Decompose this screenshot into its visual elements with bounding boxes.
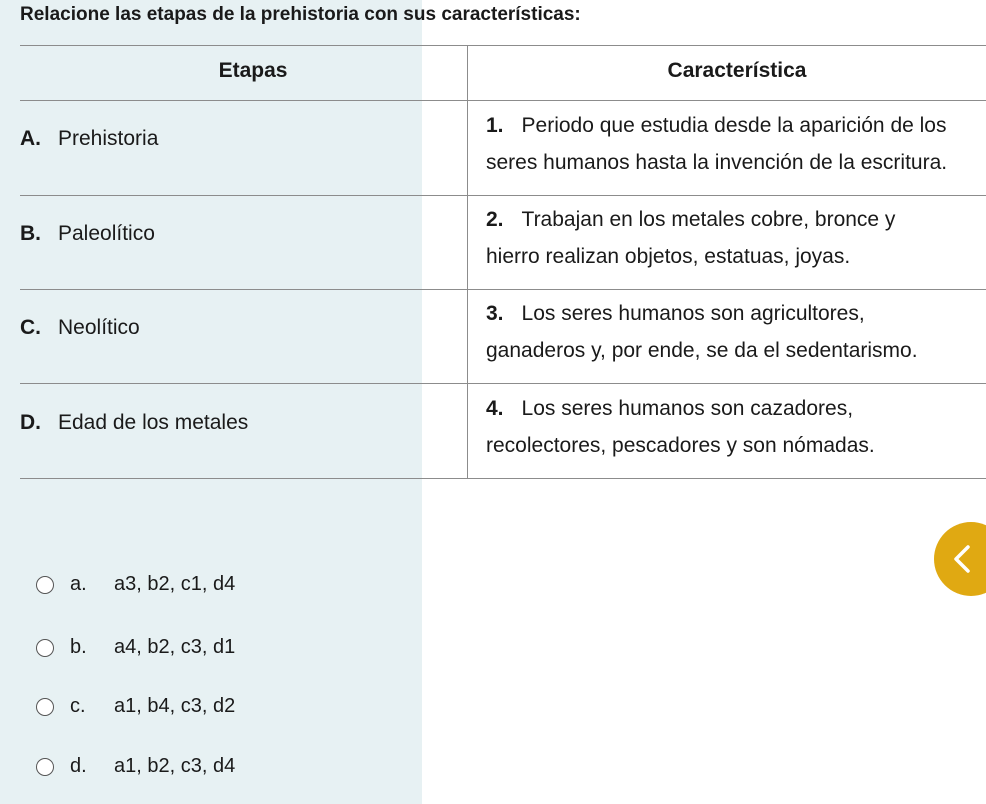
radio-button[interactable] xyxy=(36,758,54,776)
radio-button[interactable] xyxy=(36,639,54,657)
stage-row-b xyxy=(20,222,155,246)
characteristic-line: Los seres humanos son agricultores, xyxy=(521,302,865,325)
characteristic-2 xyxy=(486,201,986,275)
stage-name: Prehistoria xyxy=(58,127,159,150)
header-caracteristica: Característica xyxy=(667,59,807,82)
answer-option-b[interactable] xyxy=(36,636,235,659)
stage-letter: A. xyxy=(20,127,41,150)
characteristic-line: recolectores, pescadores y son nómadas. xyxy=(486,434,875,457)
table-column-divider xyxy=(467,45,468,479)
option-letter: c. xyxy=(70,695,86,717)
characteristic-line: Periodo que estudia desde la aparición de los xyxy=(521,114,947,137)
option-text: a1, b4, c3, d2 xyxy=(114,695,236,717)
radio-button[interactable] xyxy=(36,698,54,716)
answer-option-c[interactable] xyxy=(36,695,235,718)
question-text: Relacione las etapas de la prehistoria con sus características: xyxy=(20,4,581,25)
characteristic-number: 4. xyxy=(486,397,504,420)
table-border-top xyxy=(20,45,986,46)
answer-option-a[interactable] xyxy=(36,573,235,596)
characteristic-3 xyxy=(486,295,986,369)
table-header-divider xyxy=(20,100,986,101)
table-border-bottom xyxy=(20,478,986,479)
characteristic-number: 2. xyxy=(486,208,504,231)
option-text: a4, b2, c3, d1 xyxy=(114,636,236,658)
stage-row-c xyxy=(20,316,140,340)
option-letter: a. xyxy=(70,573,87,595)
table-row-divider xyxy=(20,289,986,290)
characteristic-4 xyxy=(486,390,986,464)
table-row-divider xyxy=(20,383,986,384)
radio-button[interactable] xyxy=(36,576,54,594)
stage-letter: D. xyxy=(20,411,41,434)
characteristic-line: ganaderos y, por ende, se da el sedentarismo. xyxy=(486,339,918,362)
header-etapas: Etapas xyxy=(218,59,288,82)
stage-letter: B. xyxy=(20,222,41,245)
stage-name: Neolítico xyxy=(58,316,140,339)
option-text: a3, b2, c1, d4 xyxy=(114,573,236,595)
table-row-divider xyxy=(20,195,986,196)
matching-table xyxy=(20,45,986,479)
characteristic-line: hierro realizan objetos, estatuas, joyas. xyxy=(486,245,851,268)
chevron-left-icon xyxy=(950,545,974,573)
characteristic-line: Trabajan en los metales cobre, bronce y xyxy=(521,208,896,231)
option-letter: b. xyxy=(70,636,87,658)
stage-name: Paleolítico xyxy=(58,222,155,245)
characteristic-line: Los seres humanos son cazadores, xyxy=(521,397,854,420)
characteristic-number: 1. xyxy=(486,114,504,137)
characteristic-line: seres humanos hasta la invención de la escritura. xyxy=(486,151,948,174)
stage-letter: C. xyxy=(20,316,41,339)
option-letter: d. xyxy=(70,755,87,777)
characteristic-1 xyxy=(486,107,986,181)
stage-row-a xyxy=(20,127,158,151)
stage-name: Edad de los metales xyxy=(58,411,249,434)
back-button[interactable] xyxy=(934,522,986,596)
characteristic-number: 3. xyxy=(486,302,504,325)
option-text: a1, b2, c3, d4 xyxy=(114,755,236,777)
answer-option-d[interactable] xyxy=(36,755,235,778)
stage-row-d xyxy=(20,411,248,435)
